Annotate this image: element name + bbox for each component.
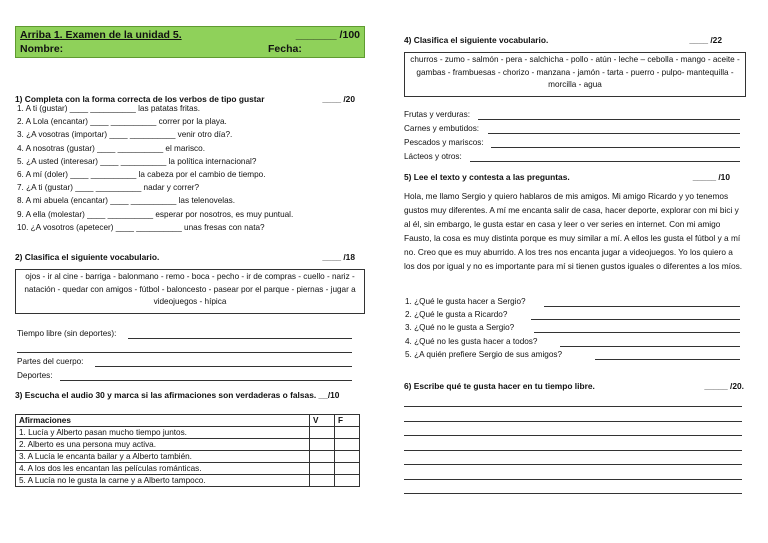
section-2-title [15, 252, 355, 262]
exercise-1-item[interactable]: 9. A ella (molestar) ____ __________ esperar por nosotros, es muy puntual. [17, 209, 294, 219]
category-dairy: Lácteos y otros: [404, 152, 462, 161]
true-checkbox-cell[interactable] [310, 451, 335, 463]
false-checkbox-cell[interactable] [335, 463, 360, 475]
category-leisure: Tiempo libre (sin deportes): [17, 329, 117, 338]
col-statements: Afirmaciones [16, 415, 310, 427]
category-fruit: Frutas y verduras: [404, 110, 470, 119]
section-4-heading: 4) Clasifica el siguiente vocabulario. [404, 35, 549, 45]
exercise-1-item[interactable]: 3. ¿A vosotras (importar) ____ __________ venir otro día?. [17, 130, 233, 140]
true-false-table [15, 414, 360, 487]
section-2-points: ____ /18 [322, 252, 355, 262]
answer-line[interactable] [544, 306, 740, 307]
false-checkbox-cell[interactable] [335, 475, 360, 487]
exercise-1-item[interactable]: 2. A Lola (encantar) ____ __________ correr por la playa. [17, 117, 227, 127]
question-item: 2. ¿Qué le gusta a Ricardo? [405, 310, 508, 320]
table-row [16, 463, 360, 475]
section-6-heading: 6) Escribe qué te gusta hacer en tu tiempo libre. [404, 381, 595, 391]
answer-line[interactable] [534, 332, 740, 333]
answer-line[interactable] [17, 352, 352, 353]
section-5-points: _____ /10 [692, 172, 730, 182]
question-item: 1. ¿Qué le gusta hacer a Sergio? [405, 297, 526, 306]
category-body: Partes del cuerpo: [17, 357, 84, 366]
writing-line[interactable] [404, 421, 742, 422]
true-checkbox-cell[interactable] [310, 427, 335, 439]
exercise-1-item[interactable]: 6. A mí (doler) ____ __________ la cabeza por el cambio de tiempo. [17, 170, 266, 179]
table-row [16, 427, 360, 439]
false-checkbox-cell[interactable] [335, 427, 360, 439]
category-fish: Pescados y mariscos: [404, 138, 484, 147]
question-item: 4. ¿Qué no les gusta hacer a todos? [405, 336, 538, 346]
answer-line[interactable] [478, 119, 740, 120]
true-checkbox-cell[interactable] [310, 439, 335, 451]
question-item: 5. ¿A quién prefiere Sergio de sus amigos? [405, 349, 563, 359]
category-meat: Carnes y embutidos: [404, 124, 480, 133]
exercise-1-item[interactable]: 4. A nosotras (gustar) ____ __________ el marisco. [17, 143, 205, 153]
exercise-1-item[interactable]: 8. A mi abuela (encantar) ____ __________ las telenovelas. [17, 196, 236, 206]
section-6-title [404, 381, 744, 391]
section-4-points: ____ /22 [689, 35, 722, 45]
writing-line[interactable] [404, 479, 742, 480]
statement-cell: 2. Alberto es una persona muy activa. [16, 439, 310, 451]
section-6-points: _____ /20. [704, 381, 744, 391]
answer-line[interactable] [60, 380, 352, 381]
section-1-title [15, 94, 355, 104]
table-row [16, 475, 360, 487]
true-checkbox-cell[interactable] [310, 463, 335, 475]
name-label: Nombre: [20, 43, 64, 55]
answer-line[interactable] [470, 161, 740, 162]
answer-line[interactable] [595, 359, 740, 360]
category-sports: Deportes: [17, 371, 53, 380]
table-row [16, 439, 360, 451]
table-row [16, 451, 360, 463]
answer-line[interactable] [491, 147, 740, 148]
date-label: Fecha: [268, 43, 302, 55]
answer-line[interactable] [488, 133, 740, 134]
section-4-title [404, 35, 722, 45]
writing-line[interactable] [404, 435, 742, 436]
true-checkbox-cell[interactable] [310, 475, 335, 487]
writing-line[interactable] [404, 450, 742, 451]
writing-line[interactable] [404, 493, 742, 494]
section-2-vocab-box: ojos - ir al cine - barriga - balonmano - remo - boca - pecho - ir de compras - cuello - nariz - natación - quedar con amigos - fútbol - baloncesto - pasear por el parque - piernas - jugar a videojuegos - hípica [15, 269, 365, 314]
statement-cell: 4. A los dos les encantan las películas románticas. [16, 463, 310, 475]
answer-line[interactable] [560, 346, 740, 347]
answer-line[interactable] [95, 366, 352, 367]
section-5-title [404, 172, 730, 182]
writing-line[interactable] [404, 406, 742, 407]
section-1-points: ____ /20 [322, 94, 355, 104]
col-false: F [335, 415, 360, 427]
exercise-1-item[interactable]: 5. ¿A usted (interesar) ____ __________ la política internacional? [17, 156, 257, 166]
section-5-heading: 5) Lee el texto y contesta a las preguntas. [404, 172, 570, 182]
total-score: _______ /100 [295, 29, 360, 41]
question-item: 3. ¿Qué no le gusta a Sergio? [405, 323, 515, 333]
section-2-heading: 2) Clasifica el siguiente vocabulario. [15, 252, 160, 262]
exam-header [15, 26, 365, 58]
false-checkbox-cell[interactable] [335, 451, 360, 463]
answer-line[interactable] [128, 338, 352, 339]
answer-line[interactable] [531, 319, 740, 320]
statement-cell: 5. A Lucía no le gusta la carne y a Alberto tampoco. [16, 475, 310, 487]
exam-title: Arriba 1. Examen de la unidad 5. [20, 29, 182, 41]
statement-cell: 3. A Lucía le encanta bailar y a Alberto también. [16, 451, 310, 463]
reading-text: Hola, me llamo Sergio y quiero hablaros de mis amigos. Mi amigo Ricardo y yo tenemos gustos muy diferentes. A mí me encanta salir de casa, hacer deporte, explorar con mi bici y al él, sin embargo, le gusta estar en casa y leer o ver series en internet. Con mi amigo Fausto, la cosa es muy distinta porque es muy similar a mí. A ellos les gusta el fútbol y a mí no. Creo que es muy aburrido. A los tres nos encanta jugar a videojuegos. Yo los quiero a los dos por igual y no es importante para mí si tienen gustos iguales o diferentes a los míos. [404, 191, 743, 271]
section-4-vocab-box: churros - zumo - salmón - pera - salchicha - pollo - atún - leche – cebolla - mango - aceite - gambas - frambuesas - chorizo - manzana - jamón - tarta - puerro - pulpo- mantequilla - morcilla - agua [404, 52, 746, 97]
exercise-1-item[interactable]: 1. A ti (gustar) ____ __________ las patatas fritas. [17, 104, 200, 113]
exercise-1-item[interactable]: 7. ¿A ti (gustar) ____ __________ nadar y correr? [17, 183, 200, 193]
writing-line[interactable] [404, 464, 742, 465]
statement-cell: 1. Lucía y Alberto pasan mucho tiempo juntos. [16, 427, 310, 439]
section-3-title: 3) Escucha el audio 30 y marca si las afirmaciones son verdaderas o falsas. __/10 [15, 390, 340, 400]
col-true: V [310, 415, 335, 427]
false-checkbox-cell[interactable] [335, 439, 360, 451]
section-1-heading: 1) Completa con la forma correcta de los verbos de tipo gustar [15, 94, 265, 104]
exercise-1-item[interactable]: 10. ¿A vosotros (apetecer) ____ __________ unas fresas con nata? [17, 222, 265, 232]
